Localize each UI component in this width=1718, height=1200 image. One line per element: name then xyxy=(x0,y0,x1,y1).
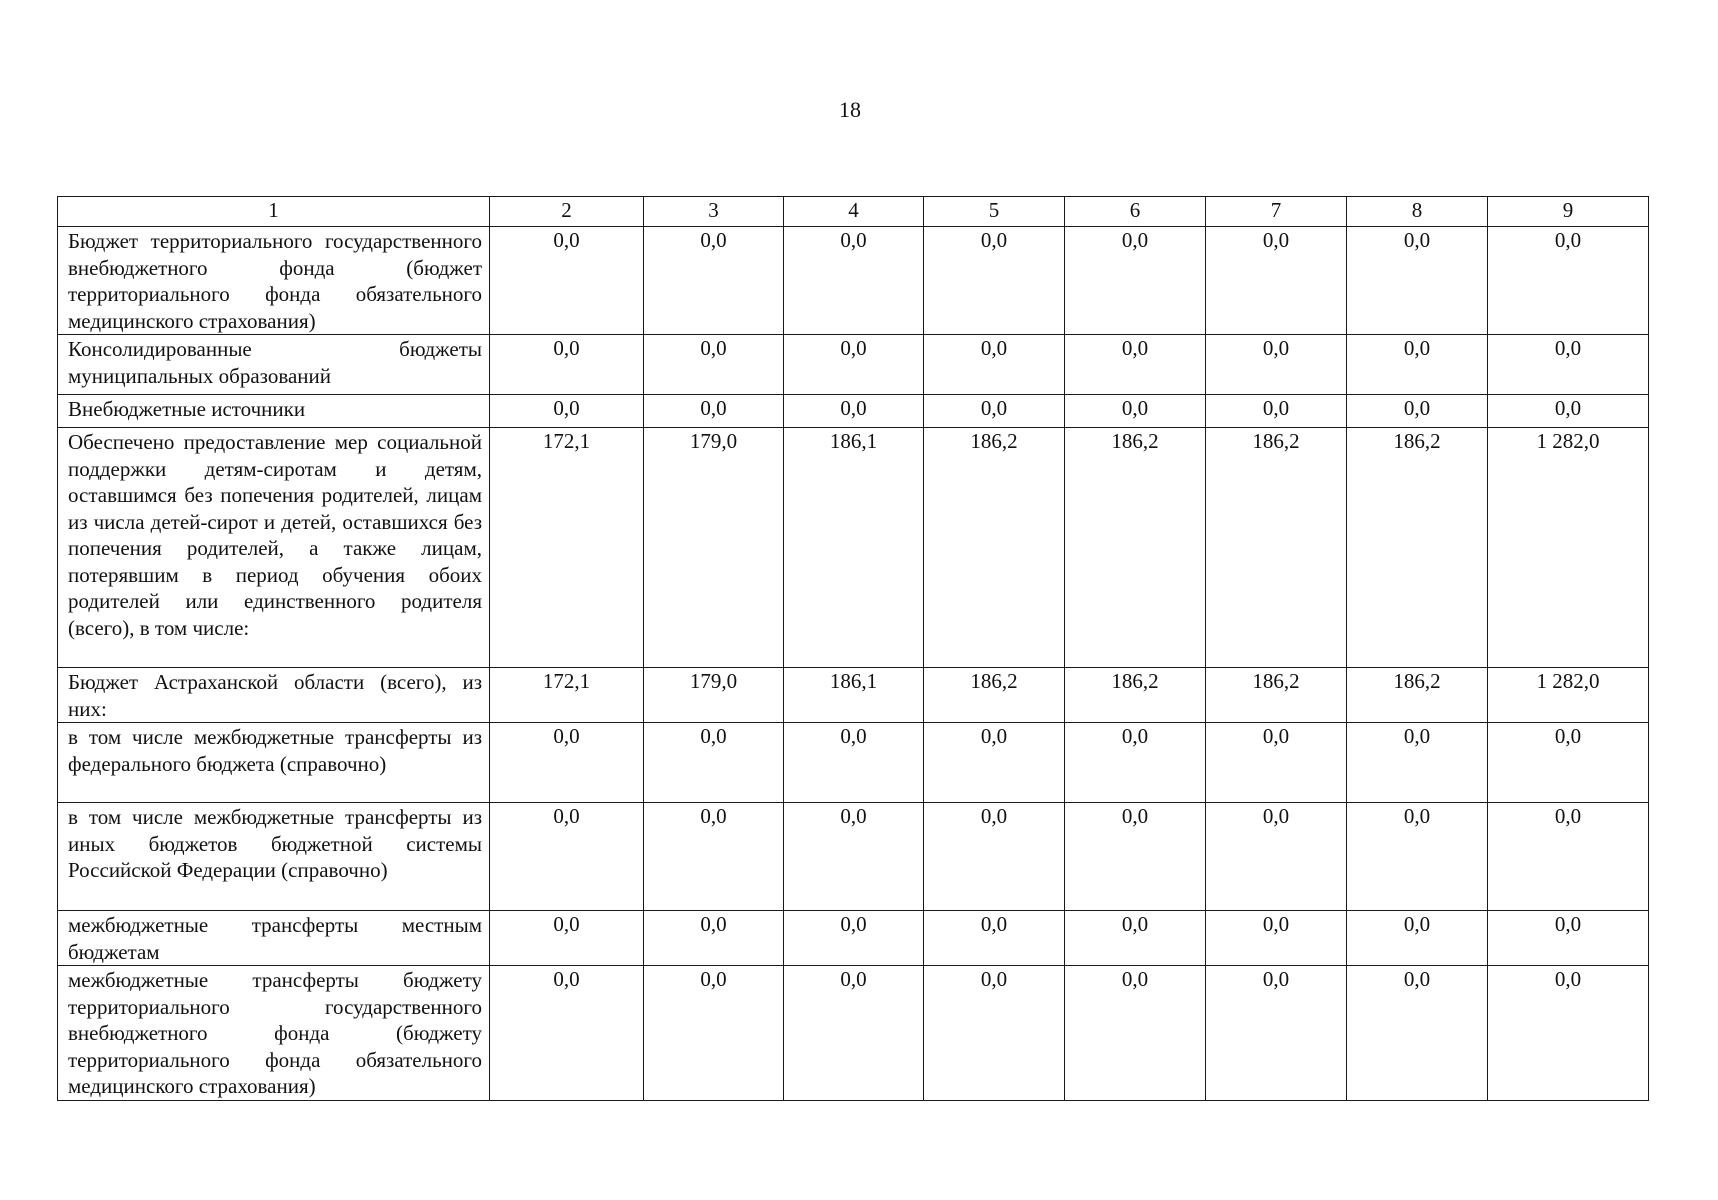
table-cell: 0,0 xyxy=(784,335,924,395)
table-cell: 0,0 xyxy=(784,803,924,911)
table-cell: 172,1 xyxy=(490,428,644,668)
table-row xyxy=(58,227,1649,335)
table-cell: 0,0 xyxy=(1206,395,1347,428)
column-header: 6 xyxy=(1065,197,1206,227)
table-cell: 0,0 xyxy=(1206,911,1347,966)
column-header: 9 xyxy=(1488,197,1649,227)
table-cell: 0,0 xyxy=(644,966,784,1101)
table-cell: 0,0 xyxy=(1488,803,1649,911)
table-cell: 0,0 xyxy=(1065,723,1206,803)
table-cell: 0,0 xyxy=(644,395,784,428)
table-cell: 0,0 xyxy=(924,803,1065,911)
table-cell: 0,0 xyxy=(924,723,1065,803)
column-header: 3 xyxy=(644,197,784,227)
table-cell: 0,0 xyxy=(1347,911,1488,966)
table-cell: 0,0 xyxy=(1347,395,1488,428)
column-header: 2 xyxy=(490,197,644,227)
table-cell: 0,0 xyxy=(1488,911,1649,966)
table-cell: 0,0 xyxy=(490,911,644,966)
table-cell: 186,2 xyxy=(924,428,1065,668)
table-cell: 0,0 xyxy=(1488,966,1649,1101)
table-cell: 0,0 xyxy=(1347,335,1488,395)
table-cell: 0,0 xyxy=(924,227,1065,335)
table-cell: 186,2 xyxy=(1065,428,1206,668)
table-cell: 0,0 xyxy=(1347,966,1488,1101)
table-cell: 0,0 xyxy=(1488,227,1649,335)
row-label: Бюджет территориального государственного внебюджетного фонда (бюджет территориального фонда обязательного медицинского страхования) xyxy=(58,227,490,335)
row-label: Внебюджетные источники xyxy=(58,395,490,428)
table-cell: 0,0 xyxy=(1206,723,1347,803)
row-label: в том числе межбюджетные трансферты из иных бюджетов бюджетной системы Российской Федерации (справочно) xyxy=(58,803,490,911)
table-cell: 0,0 xyxy=(1347,723,1488,803)
table-cell: 0,0 xyxy=(644,335,784,395)
column-header: 5 xyxy=(924,197,1065,227)
budget-table xyxy=(57,196,1649,1101)
table-cell: 0,0 xyxy=(1065,966,1206,1101)
table-cell: 186,1 xyxy=(784,428,924,668)
table-cell: 0,0 xyxy=(924,335,1065,395)
table-cell: 186,2 xyxy=(1206,428,1347,668)
column-header: 1 xyxy=(58,197,490,227)
table-cell: 1 282,0 xyxy=(1488,428,1649,668)
table-cell: 0,0 xyxy=(644,803,784,911)
table-row xyxy=(58,668,1649,723)
table-cell: 0,0 xyxy=(1488,395,1649,428)
page-number: 18 xyxy=(839,97,861,122)
table-cell: 0,0 xyxy=(784,966,924,1101)
table-row xyxy=(58,335,1649,395)
table-cell: 0,0 xyxy=(1206,227,1347,335)
table-cell: 0,0 xyxy=(1488,335,1649,395)
table-cell: 0,0 xyxy=(784,395,924,428)
table-cell: 186,2 xyxy=(1065,668,1206,723)
table-cell: 186,2 xyxy=(1347,668,1488,723)
table-cell: 0,0 xyxy=(1347,227,1488,335)
table-row xyxy=(58,911,1649,966)
table-cell: 0,0 xyxy=(644,723,784,803)
table-row xyxy=(58,395,1649,428)
table-cell: 0,0 xyxy=(1065,911,1206,966)
row-label: межбюджетные трансферты местным бюджетам xyxy=(58,911,490,966)
column-header: 4 xyxy=(784,197,924,227)
column-header: 7 xyxy=(1206,197,1347,227)
table-cell: 186,2 xyxy=(924,668,1065,723)
table-cell: 0,0 xyxy=(924,966,1065,1101)
table-cell: 0,0 xyxy=(490,723,644,803)
table-cell: 0,0 xyxy=(1206,335,1347,395)
row-label: Консолидированные бюджеты муниципальных образований xyxy=(58,335,490,395)
table-cell: 0,0 xyxy=(490,966,644,1101)
table-cell: 0,0 xyxy=(644,911,784,966)
table-cell: 0,0 xyxy=(490,395,644,428)
column-header: 8 xyxy=(1347,197,1488,227)
table-cell: 0,0 xyxy=(784,227,924,335)
table-cell: 0,0 xyxy=(1065,803,1206,911)
table-cell: 0,0 xyxy=(1065,335,1206,395)
table-cell: 0,0 xyxy=(644,227,784,335)
table-cell: 179,0 xyxy=(644,428,784,668)
row-label: Обеспечено предоставление мер социальной поддержки детям-сиротам и детям, оставшимся без попечения родителей, лицам из числа детей-сирот и детей, оставшихся без попечения родителей, а также лицам, потерявшим в период обучения обоих родителей или единственного родителя (всего), в том числе: xyxy=(58,428,490,668)
table-cell: 0,0 xyxy=(1347,803,1488,911)
table-header-row xyxy=(58,197,1649,227)
row-label: межбюджетные трансферты бюджету территориального государственного внебюджетного фонда (бюджету территориального фонда обязательного медицинского страхования) xyxy=(58,966,490,1101)
table-cell: 186,2 xyxy=(1206,668,1347,723)
table-row xyxy=(58,428,1649,668)
table-cell: 0,0 xyxy=(490,335,644,395)
table-cell: 0,0 xyxy=(1065,227,1206,335)
table-cell: 0,0 xyxy=(784,723,924,803)
row-label: Бюджет Астраханской области (всего), из них: xyxy=(58,668,490,723)
table-cell: 0,0 xyxy=(924,911,1065,966)
table-cell: 179,0 xyxy=(644,668,784,723)
table-row xyxy=(58,723,1649,803)
table-cell: 0,0 xyxy=(1206,966,1347,1101)
table-cell: 172,1 xyxy=(490,668,644,723)
table-cell: 0,0 xyxy=(490,227,644,335)
table-cell: 1 282,0 xyxy=(1488,668,1649,723)
table-row xyxy=(58,966,1649,1101)
row-label: в том числе межбюджетные трансферты из федерального бюджета (справочно) xyxy=(58,723,490,803)
table-cell: 0,0 xyxy=(784,911,924,966)
table-cell: 186,2 xyxy=(1347,428,1488,668)
table-cell: 186,1 xyxy=(784,668,924,723)
table-cell: 0,0 xyxy=(1065,395,1206,428)
table-cell: 0,0 xyxy=(1206,803,1347,911)
table-row xyxy=(58,803,1649,911)
table-cell: 0,0 xyxy=(924,395,1065,428)
table-cell: 0,0 xyxy=(490,803,644,911)
table-cell: 0,0 xyxy=(1488,723,1649,803)
